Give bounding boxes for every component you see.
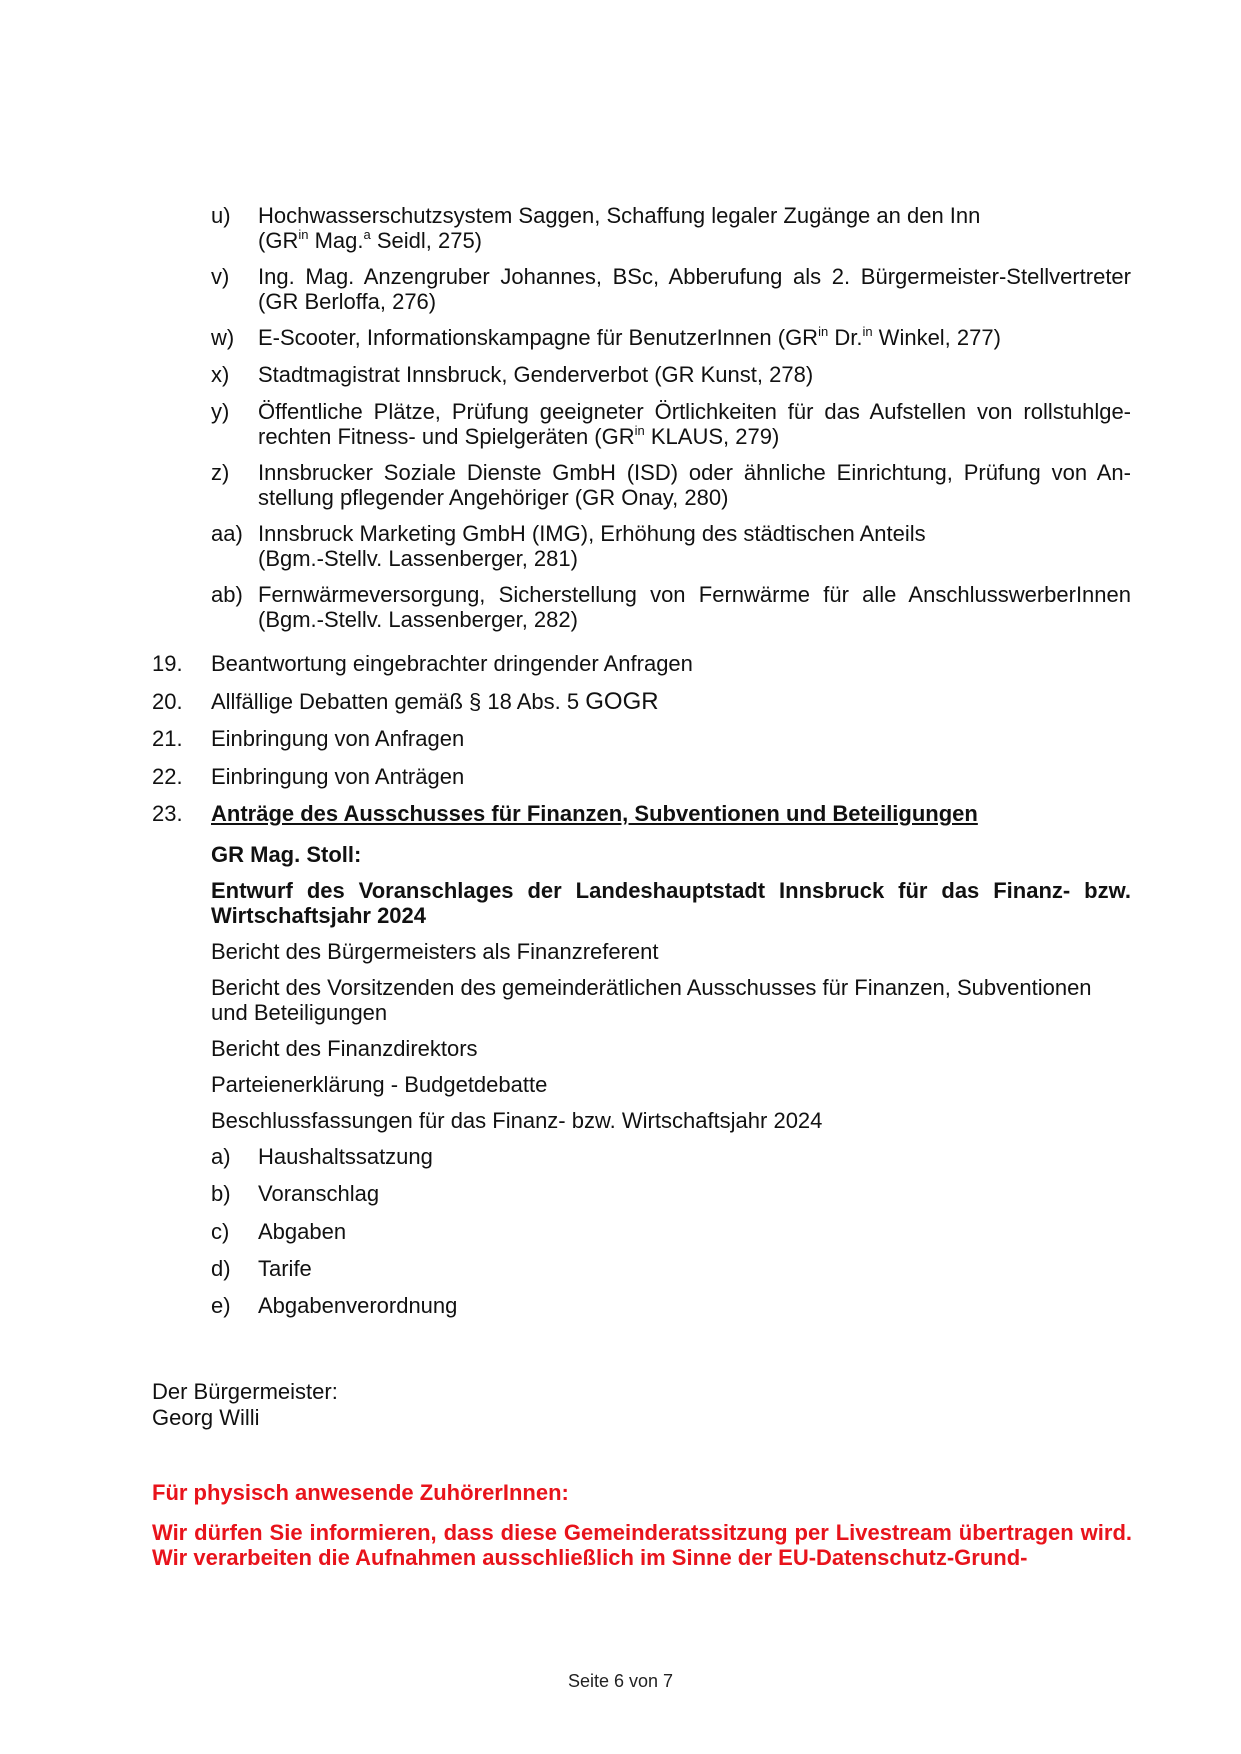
notice-body: Wir dürfen Sie informieren, dass diese Gemeinderatssitzung per Livestream übertragen wird. Wir verarbeiten die Aufnahmen ausschließlich im Sinne der EU-Datenschutz-Grund- <box>152 1520 1132 1570</box>
subitem-label: w) <box>211 325 235 350</box>
section-heading: Anträge des Ausschusses für Finanzen, Subventionen und Beteiligungen <box>211 801 978 826</box>
item-text: Einbringung von Anfragen <box>211 726 465 751</box>
agenda-numbered-list <box>152 651 1132 839</box>
resolution-text: Abgaben <box>258 1218 347 1244</box>
item-text: Einbringung von Anträgen <box>211 763 465 789</box>
signature-name: Georg Willi <box>152 1405 260 1430</box>
item-text-main: Allfällige Debatten gemäß § 18 Abs. 5 <box>211 688 586 714</box>
agenda-item-23 <box>152 801 1132 839</box>
agenda-sublist <box>211 203 1131 643</box>
resolution-text: Abgabenverordnung <box>258 1293 458 1319</box>
subitem-text: Fernwärmeversorgung, Sicherstellung von Fernwärme für alle AnschlusswerberInnen (Bgm.-Stellv. Lassenberger, 282) <box>258 582 1131 632</box>
item-number: 22. <box>152 763 183 789</box>
subitem-text: Ing. Mag. Anzengruber Johannes, BSc, Abberufung als 2. Bürgermeister-Stellvertreter (GR Berloffa, 276) <box>258 264 1131 314</box>
report-finance-director: Bericht des Finanzdirektors <box>211 1036 478 1061</box>
subitem-label: x) <box>211 362 230 387</box>
item-number: 21. <box>152 726 183 751</box>
resolutions-list <box>211 1144 1131 1330</box>
notice-title: Für physisch anwesende ZuhörerInnen: <box>152 1480 569 1505</box>
report-committee-chair: Bericht des Vorsitzenden des gemeinderätlichen Ausschusses für Finanzen, Subventionen und Beteiligungen <box>211 975 1092 1025</box>
item-text-gogr: GOGR <box>585 687 659 715</box>
party-statement: Parteienerklärung - Budgetdebatte <box>211 1072 548 1097</box>
livestream-notice <box>152 1480 1132 1570</box>
agenda-item-21 <box>152 726 1132 764</box>
subitem-text: Hochwasserschutzsystem Saggen, Schaffung legaler Zugänge an den Inn ($GR^{in}$ Mag.$^a$ Seidl, 275) <box>258 203 981 253</box>
resolution-label: c) <box>211 1218 230 1244</box>
subitem-text: Innsbruck Marketing GmbH (IMG), Erhöhung des städtischen Anteils (Bgm.-Stellv. Lassenberger, 281) <box>258 521 926 571</box>
resolution-label: e) <box>211 1293 231 1319</box>
signature-role: Der Bürgermeister: <box>152 1379 338 1404</box>
subitem-text: Innsbrucker Soziale Dienste GmbH (ISD) oder ähnliche Einrichtung, Prüfung von An-stellung pflegender Angehöriger (GR Onay, 280) <box>258 460 1131 510</box>
agenda-item-19 <box>152 651 1132 689</box>
agenda-subitem-v <box>211 264 1131 314</box>
section-23-content <box>211 842 1131 1330</box>
agenda-subitem-ab <box>211 582 1131 632</box>
resolution-item <box>211 1256 1131 1293</box>
resolution-text: Tarife <box>258 1255 312 1281</box>
speaker-name: GR Mag. Stoll: <box>211 842 362 867</box>
subitem-label: aa) <box>211 521 243 546</box>
agenda-subitem-aa <box>211 521 1131 571</box>
item-number: 20. <box>152 688 183 714</box>
subitem-label: z) <box>211 460 230 485</box>
subitem-label: y) <box>211 399 230 424</box>
resolution-text: Voranschlag <box>258 1181 380 1207</box>
item-text <box>211 689 1132 715</box>
item-text: Beantwortung eingebrachter dringender Anfragen <box>211 651 693 676</box>
report-mayor: Bericht des Bürgermeisters als Finanzreferent <box>211 939 659 964</box>
page-footer: Seite 6 von 7 <box>567 1671 674 1691</box>
agenda-subitem-x <box>211 362 1131 388</box>
resolution-label: d) <box>211 1255 231 1281</box>
subitem-text: E-Scooter, Informationskampagne für BenutzerInnen ($GR^{in}$ Dr.$^{in}$ Winkel, 277) <box>258 324 1001 350</box>
resolution-label: a) <box>211 1144 231 1169</box>
item-number: 19. <box>152 651 183 676</box>
subitem-label: v) <box>211 264 230 289</box>
subitem-text: Stadtmagistrat Innsbruck, Genderverbot (GR Kunst, 278) <box>258 362 814 387</box>
subitem-text: Öffentliche Plätze, Prüfung geeigneter Örtlichkeiten für das Aufstellen von rollstuhlge-rechten Fitness- und Spielgeräten ($GR^{in}$ KLAUS, 279) <box>258 399 1131 449</box>
subitem-label: ab) <box>211 582 243 607</box>
resolution-label: b) <box>211 1181 231 1207</box>
resolution-text: Haushaltssatzung <box>258 1144 433 1169</box>
agenda-subitem-u <box>211 203 1131 253</box>
agenda-subitem-z <box>211 460 1131 510</box>
budget-draft-title: Entwurf des Voranschlages der Landeshauptstadt Innsbruck für das Finanz- bzw. Wirtschaftsjahr 2024 <box>211 878 1131 928</box>
agenda-item-22 <box>152 764 1132 802</box>
resolutions-heading: Beschlussfassungen für das Finanz- bzw. Wirtschaftsjahr 2024 <box>211 1108 823 1133</box>
agenda-subitem-y <box>211 399 1131 449</box>
resolution-item <box>211 1219 1131 1256</box>
agenda-item-20 <box>152 689 1132 727</box>
agenda-subitem-w <box>211 325 1131 351</box>
subitem-label: u) <box>211 203 231 228</box>
resolution-item <box>211 1144 1131 1181</box>
item-number: 23. <box>152 801 183 826</box>
resolution-item <box>211 1181 1131 1218</box>
resolution-item <box>211 1293 1131 1330</box>
signature-block <box>152 1379 338 1431</box>
